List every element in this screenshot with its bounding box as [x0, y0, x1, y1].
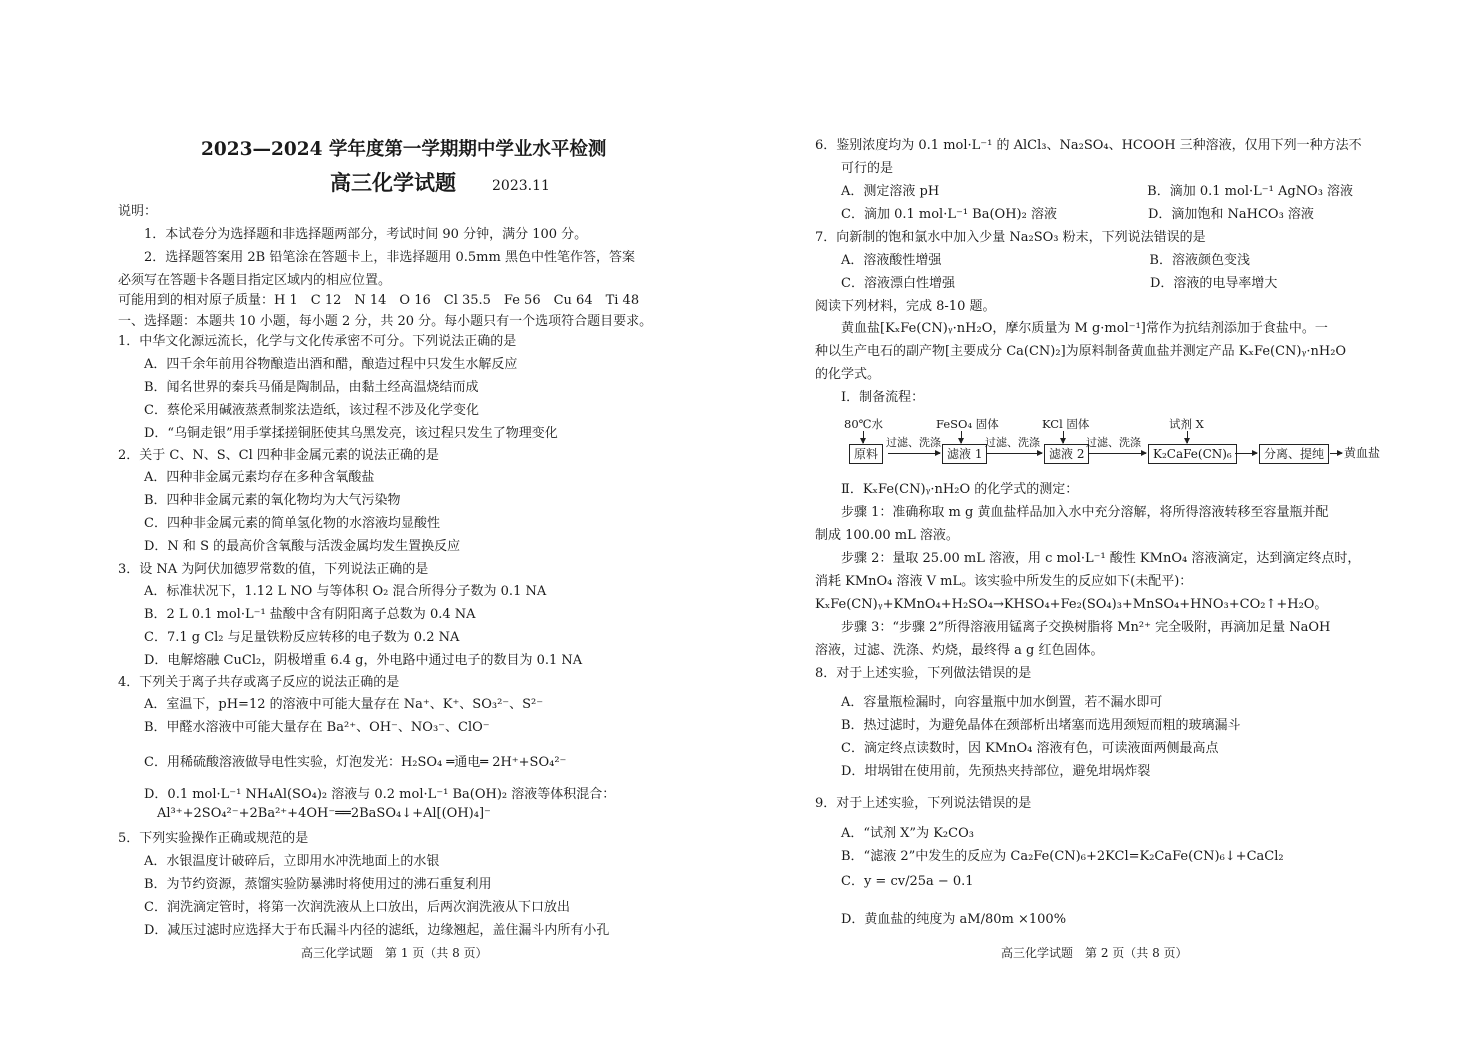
text-line: 2．关于 C、N、S、Cl 四种非金属元素的说法正确的是: [118, 448, 439, 463]
flow-box-k2cafe: K₂CaFe(CN)₆: [1148, 444, 1237, 464]
text-line: B．甲醛水溶液中可能大量存在 Ba²⁺、OH⁻、NO₃⁻、ClO⁻: [118, 720, 490, 735]
text-line: B．四种非金属元素的氧化物均为大气污染物: [118, 493, 401, 508]
flow-op-3: 过滤、洗涤: [1086, 436, 1141, 449]
flow-op-1: 过滤、洗涤: [886, 436, 941, 449]
text-line: D．减压过滤时应选择大于布氏漏斗内径的滤纸，边缘翘起，盖住漏斗内所有小孔: [118, 923, 610, 938]
text-line: C．四种非金属元素的简单氢化物的水溶液均显酸性: [118, 516, 440, 531]
text-line: B．热过滤时，为避免晶体在颈部析出堵塞而选用颈短而粗的玻璃漏斗: [815, 718, 1241, 733]
flow-box-raw: 原料: [849, 444, 883, 464]
flow-vline-feso4: [961, 431, 962, 443]
exam-title: 2023—2024 学年度第一学期期中学业水平检测: [201, 139, 607, 160]
text-line: 步骤 1：准确称取 m g 黄血盐样品加入水中充分溶解，将所得溶液转移至容量瓶并配: [815, 505, 1329, 520]
flow-vline-water: [863, 431, 864, 443]
text-line: A．标准状况下，1.12 L NO 与等体积 O₂ 混合所得分子数为 0.1 NA: [118, 584, 547, 599]
text-line: B．闻名世界的秦兵马俑是陶制品，由黏土经高温烧结而成: [118, 380, 479, 395]
flow-arrow-3: [1089, 453, 1146, 454]
text-line: D．黄血盐的纯度为 aM/80m ×100%: [815, 912, 1067, 927]
flow-product: 黄血盐: [1344, 446, 1381, 460]
exam-date: 2023.11: [492, 178, 550, 194]
text-line: D．电解熔融 CuCl₂，阴极增重 6.4 g，外电路中通过电子的数目为 0.1 NA: [118, 653, 583, 668]
flow-arrow-5: [1330, 453, 1342, 454]
text-line: C．蔡伦采用碱液蒸煮制浆法造纸，该过程不涉及化学变化: [118, 403, 479, 418]
text-line: 可能用到的相对原子质量：H 1 C 12 N 14 O 16 Cl 35.5 Fe 56 Cu 64 Ti 48: [118, 293, 640, 308]
text-line: KₓFe(CN)ᵧ+KMnO₄+H₂SO₄→KHSO₄+Fe₂(SO₄)₃+MnSO₄+HNO₃+CO₂↑+H₂O。: [815, 597, 1328, 612]
text-line: D．0.1 mol·L⁻¹ NH₄Al(SO₄)₂ 溶液与 0.2 mol·L⁻¹ Ba(OH)₂ 溶液等体积混合：: [118, 787, 616, 802]
text-line: Ⅱ．KₓFe(CN)ᵧ·nH₂O 的化学式的测定：: [815, 482, 1079, 497]
text-line: 8．对于上述实验，下列做法错误的是: [815, 666, 1032, 681]
page-footer-left: 高三化学试题 第 1 页（共 8 页）: [301, 946, 488, 960]
text-line: 5．下列实验操作正确或规范的是: [118, 831, 309, 846]
text-line: B．为节约资源，蒸馏实验防暴沸时将使用过的沸石重复利用: [118, 877, 492, 892]
text-line: D．N 和 S 的最高价含氧酸与活泼金属均发生置换反应: [118, 539, 461, 554]
left-page: [118, 0, 678, 1055]
text-line: C．7.1 g Cl₂ 与足量铁粉反应转移的电子数为 0.2 NA: [118, 630, 460, 645]
subject-title: [330, 170, 550, 199]
text-line: 黄血盐[KₓFe(CN)ᵧ·nH₂O，摩尔质量为 M g·mol⁻¹]常作为抗结剂添加于食盐中。一: [815, 321, 1328, 336]
flow-vline-kcl: [1063, 431, 1064, 443]
text-line: A．容量瓶检漏时，向容量瓶中加水倒置，若不漏水即可: [815, 695, 1163, 710]
text-line: C．滴加 0.1 mol·L⁻¹ Ba(OH)₂ 溶液 D．滴加饱和 NaHCO₃ 溶液: [815, 207, 1314, 222]
text-line: D．“乌铜走银”用手掌揉搓铜胚使其乌黑发亮，该过程只发生了物理变化: [118, 426, 558, 441]
text-line: A．四千余年前用谷物酿造出酒和醋，酿造过程中只发生水解反应: [118, 357, 518, 372]
text-line: D．坩埚钳在使用前，先预热夹持部位，避免坩埚炸裂: [815, 764, 1151, 779]
flow-arrow-2: [987, 453, 1042, 454]
flow-label-kcl: KCl 固体: [1042, 417, 1090, 431]
text-line: A．水银温度计破碎后，立即用水冲洗地面上的水银: [118, 854, 440, 869]
text-line: 4．下列关于离子共存或离子反应的说法正确的是: [118, 675, 400, 690]
text-line: 步骤 2：量取 25.00 mL 溶液，用 c mol·L⁻¹ 酸性 KMnO₄ 溶液滴定，达到滴定终点时，: [815, 551, 1361, 566]
flow-diagram: [815, 415, 1385, 465]
text-line: 阅读下列材料，完成 8-10 题。: [815, 299, 996, 314]
text-line: A．室温下，pH=12 的溶液中可能大量存在 Na⁺、K⁺、SO₃²⁻、S²⁻: [118, 697, 544, 712]
text-line: 1．中华文化源远流长，化学与文化传承密不可分。下列说法正确的是: [118, 334, 517, 349]
text-line: 说明：: [118, 204, 158, 219]
text-line: 步骤 3：“步骤 2”所得溶液用锰离子交换树脂将 Mn²⁺ 完全吸附，再滴加足量 NaOH: [815, 620, 1331, 635]
text-line: Al³⁺+2SO₄²⁻+2Ba²⁺+4OH⁻══2BaSO₄↓+Al[(OH)₄]⁻: [118, 806, 491, 821]
text-line: 可行的是: [815, 161, 894, 176]
flow-box-filtrate2: 滤液 2: [1044, 444, 1089, 464]
text-line: A．溶液酸性增强 B．溶液颜色变浅: [815, 253, 1250, 268]
text-line: A．“试剂 X”为 K₂CO₃: [815, 826, 974, 841]
flow-arrow-1: [888, 453, 940, 454]
text-line: 9．对于上述实验，下列说法错误的是: [815, 796, 1032, 811]
text-line: C．y = cv/25a − 0.1: [815, 874, 974, 889]
text-line: 一、选择题：本题共 10 小题，每小题 2 分，共 20 分。每小题只有一个选项符合题目要求。: [118, 314, 653, 329]
text-line: 消耗 KMnO₄ 溶液 V mL。该实验中所发生的反应如下(未配平)：: [815, 574, 1193, 589]
text-line: 的化学式。: [815, 367, 881, 382]
text-line: B．“滤液 2”中发生的反应为 Ca₂Fe(CN)₆+2KCl=K₂CaFe(CN)₆↓+CaCl₂: [815, 849, 1284, 864]
text-line: 种以生产电石的副产物[主要成分 Ca(CN)₂]为原料制备黄血盐并测定产品 KₓFe(CN)ᵧ·nH₂O: [815, 344, 1347, 359]
text-line: 3．设 NA 为阿伏加德罗常数的值，下列说法正确的是: [118, 562, 429, 577]
subject-title-text: 高三化学试题: [330, 170, 456, 195]
flow-label-water: 80℃水: [844, 417, 883, 431]
page-footer-right: 高三化学试题 第 2 页（共 8 页）: [1001, 946, 1188, 960]
text-line: C．润洗滴定管时，将第一次润洗液从上口放出，后两次润洗液从下口放出: [118, 900, 570, 915]
text-line: C．滴定终点读数时，因 KMnO₄ 溶液有色，可读液面两侧最高点: [815, 741, 1219, 756]
flow-op-2: 过滤、洗涤: [985, 436, 1040, 449]
flow-vline-reagent: [1187, 431, 1188, 443]
text-line: 1．本试卷分为选择题和非选择题两部分，考试时间 90 分钟，满分 100 分。: [118, 227, 588, 242]
text-line: A．四种非金属元素均存在多种含氧酸盐: [118, 470, 375, 485]
text-line: 6．鉴别浓度均为 0.1 mol·L⁻¹ 的 AlCl₃、Na₂SO₄、HCOOH 三种溶液，仅用下列一种方法不: [815, 138, 1362, 153]
flow-label-feso4: FeSO₄ 固体: [936, 417, 999, 431]
text-line: 7．向新制的饱和氯水中加入少量 Na₂SO₃ 粉末，下列说法错误的是: [815, 230, 1206, 245]
text-line: 溶液，过滤、洗涤、灼烧，最终得 a g 红色固体。: [815, 643, 1104, 658]
flow-box-separation: 分离、提纯: [1259, 444, 1329, 464]
flow-label-reagent: 试剂 X: [1169, 417, 1204, 431]
text-line: 制成 100.00 mL 溶液。: [815, 528, 959, 543]
text-line: C．用稀硫酸溶液做导电性实验，灯泡发光：H₂SO₄ ═通电═ 2H⁺+SO₄²⁻: [118, 755, 567, 770]
text-line: Ⅰ．制备流程：: [815, 390, 925, 405]
text-line: C．溶液漂白性增强 D．溶液的电导率增大: [815, 276, 1278, 291]
right-page: [815, 0, 1385, 1055]
text-line: 必须写在答题卡各题目指定区域内的相应位置。: [118, 273, 392, 288]
text-line: A．测定溶液 pH B．滴加 0.1 mol·L⁻¹ AgNO₃ 溶液: [815, 184, 1354, 199]
text-line: 2．选择题答案用 2B 铅笔涂在答题卡上，非选择题用 0.5mm 黑色中性笔作答，答案: [118, 250, 635, 265]
flow-box-filtrate1: 滤液 1: [942, 444, 987, 464]
flow-arrow-4: [1235, 453, 1257, 454]
text-line: B．2 L 0.1 mol·L⁻¹ 盐酸中含有阴阳离子总数为 0.4 NA: [118, 607, 476, 622]
